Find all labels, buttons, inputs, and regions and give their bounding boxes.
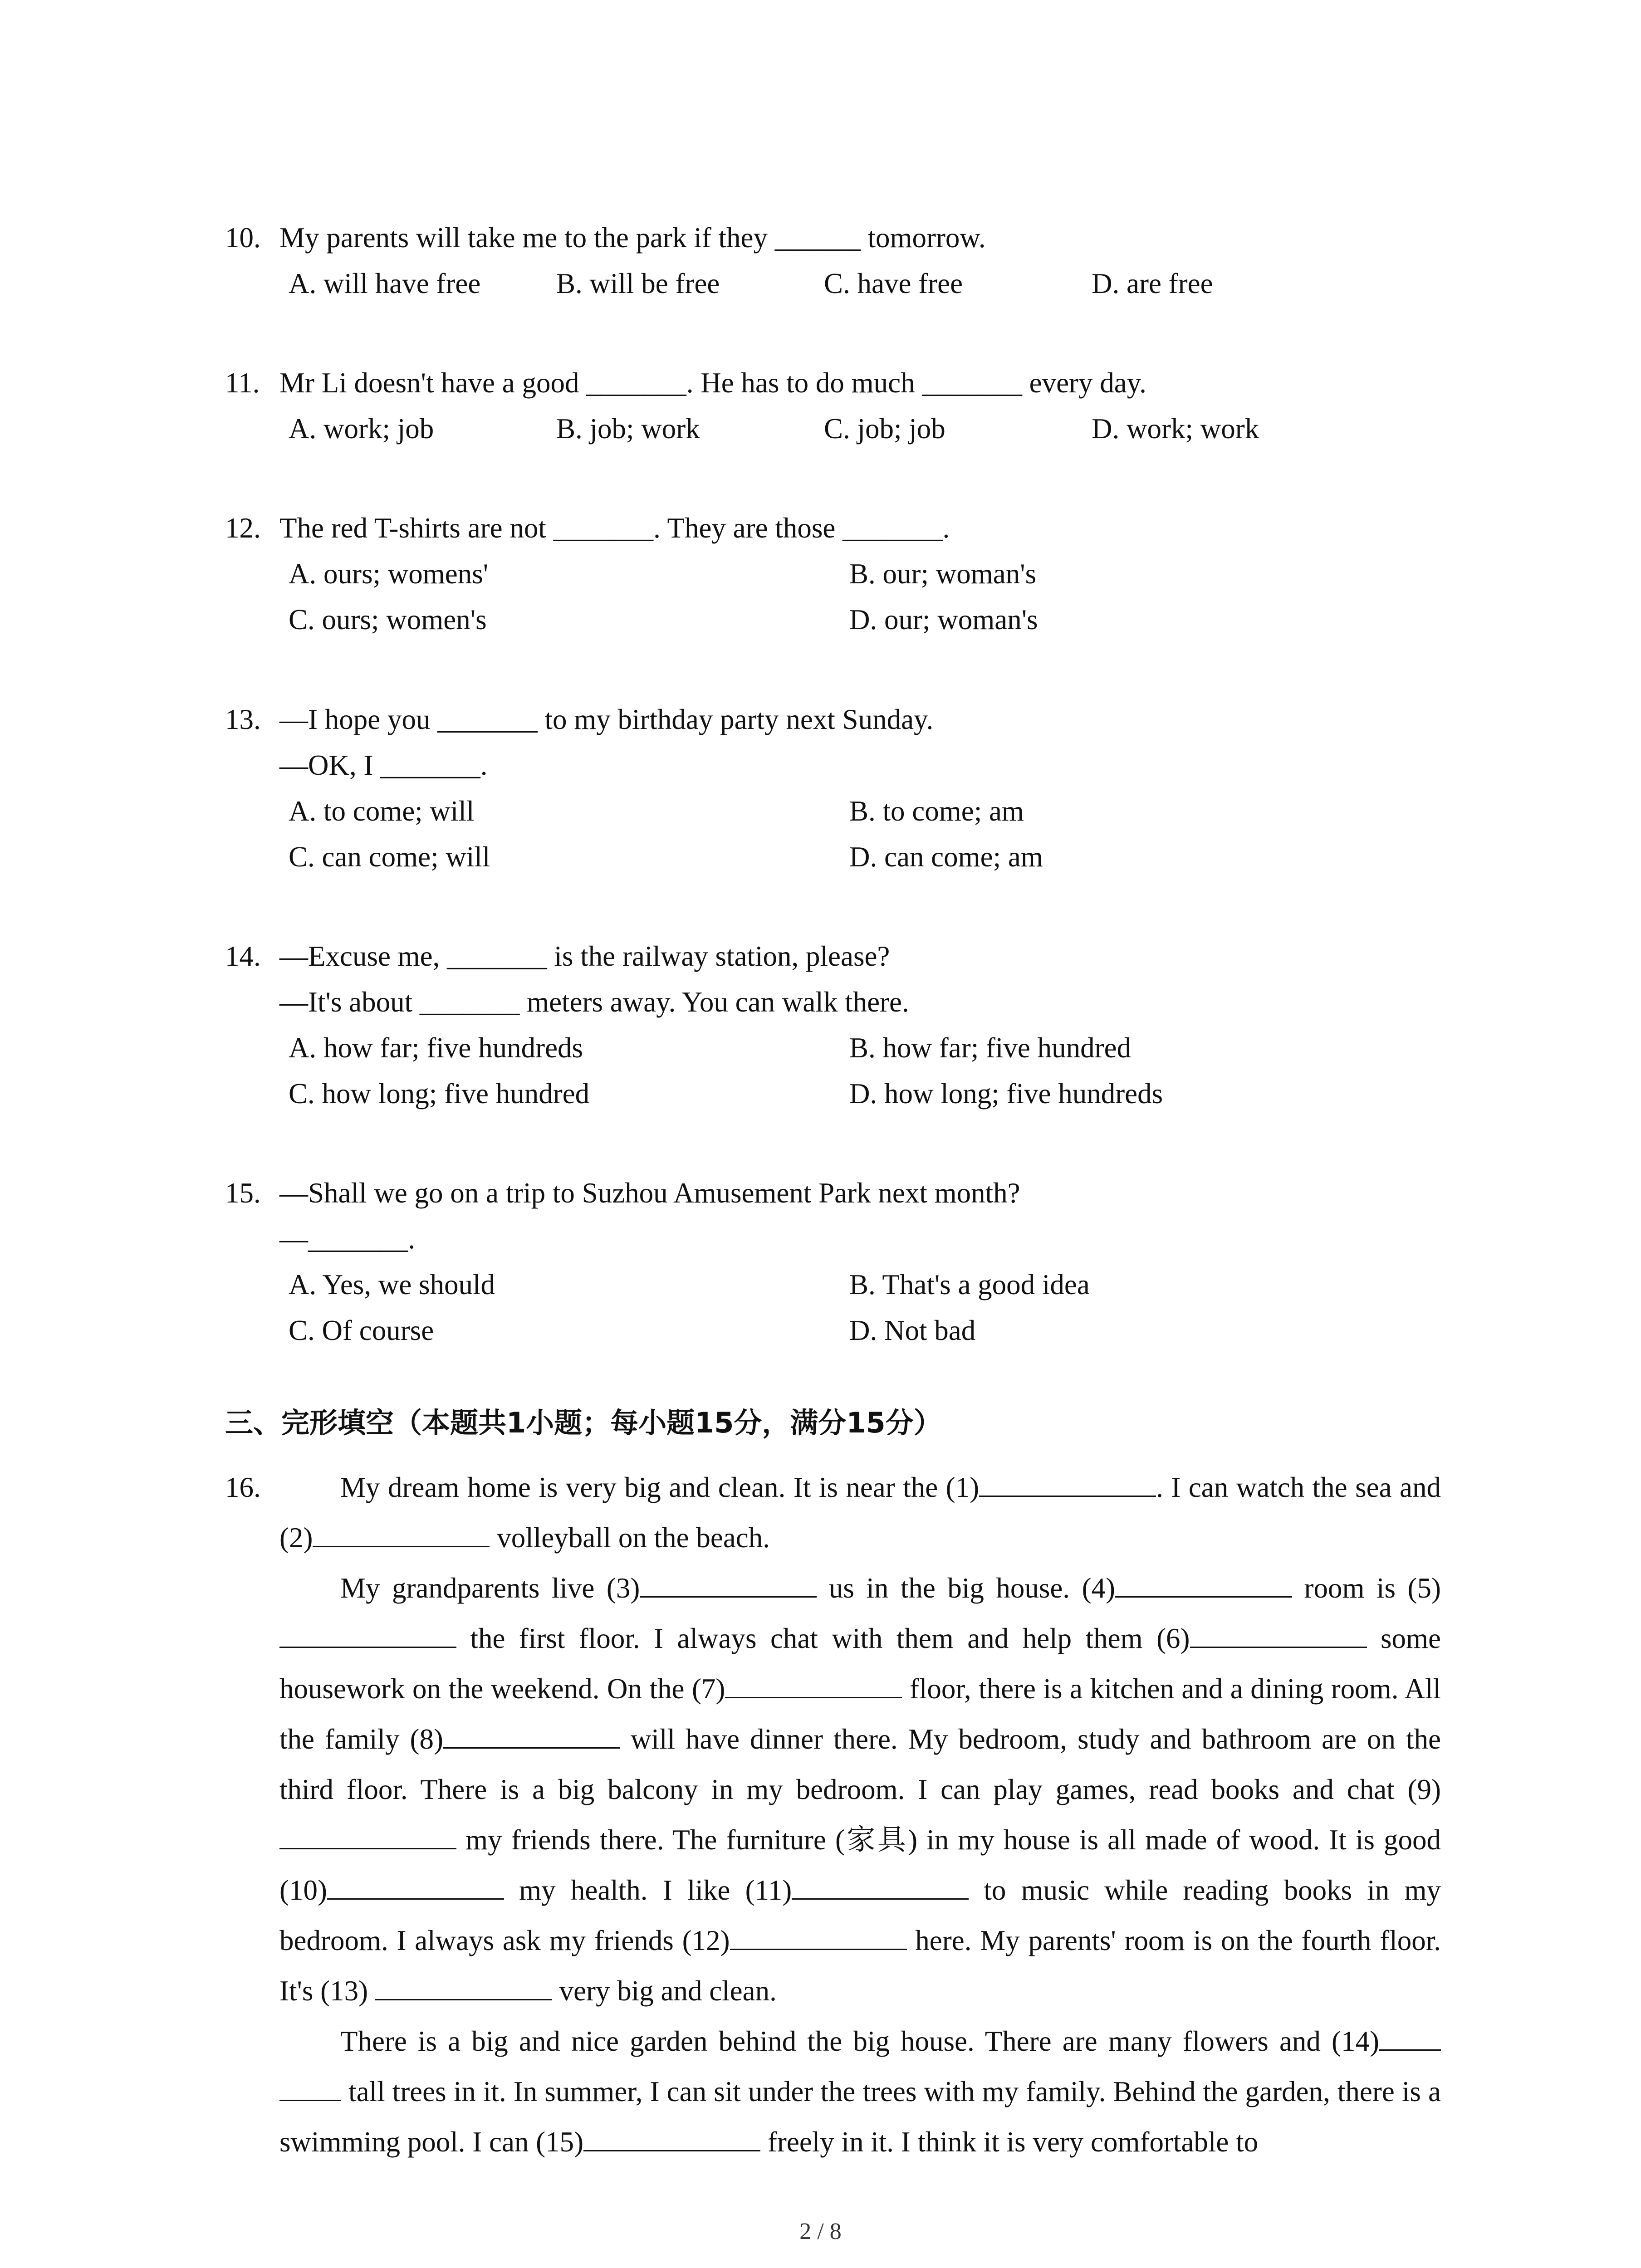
option-a[interactable]: A. to come; will — [289, 795, 475, 827]
option-c[interactable]: C. job; job — [824, 413, 945, 445]
question-stem — [225, 1170, 1450, 1216]
question-number: 12. — [225, 512, 261, 544]
option-d[interactable]: D. our; woman's — [849, 604, 1038, 635]
option-a[interactable]: A. will have free — [289, 268, 481, 299]
cloze-paragraph-1 — [279, 1462, 1441, 1563]
question-number: 13. — [225, 704, 261, 735]
option-c[interactable]: C. have free — [824, 268, 963, 299]
passage-text: to music while reading books in my bedroom. I always ask my friends (12) — [279, 1874, 1441, 1956]
passage-text: will have dinner there. My bedroom, study and bathroom are on the third floor. There is a big balcony in my bedroom. I can play games, read books and chat (9) — [279, 1723, 1441, 1805]
blank-9[interactable] — [279, 1822, 456, 1849]
cloze-paragraph-2 — [279, 1563, 1441, 2016]
question-stem — [225, 934, 1450, 979]
option-d[interactable]: D. are free — [1092, 268, 1213, 299]
option-b[interactable]: B. job; work — [556, 413, 700, 445]
question-text: —Shall we go on a trip to Suzhou Amusement Park next month? — [279, 1177, 1020, 1209]
option-d[interactable]: D. how long; five hundreds — [849, 1078, 1163, 1110]
option-a[interactable]: A. work; job — [289, 413, 434, 445]
options-row — [225, 834, 1450, 880]
blank-5[interactable] — [279, 1621, 456, 1648]
option-b[interactable]: B. will be free — [556, 268, 720, 299]
blank-1[interactable] — [979, 1470, 1156, 1497]
option-b[interactable]: B. how far; five hundred — [849, 1032, 1132, 1064]
passage-text: room is (5) — [1292, 1572, 1441, 1604]
blank-11[interactable] — [792, 1872, 969, 1900]
blank-4[interactable] — [1115, 1570, 1292, 1598]
question-15 — [225, 1170, 1450, 1354]
blank-12[interactable] — [730, 1923, 907, 1950]
question-11 — [225, 360, 1450, 452]
options-row — [225, 1308, 1450, 1354]
question-stem — [225, 360, 1450, 406]
question-stem — [225, 697, 1450, 743]
question-12 — [225, 505, 1450, 643]
blank-10[interactable] — [327, 1872, 504, 1900]
question-10 — [225, 215, 1450, 307]
passage-text: volleyball on the beach. — [490, 1522, 770, 1554]
question-number: 11. — [225, 367, 260, 399]
question-stem-line-2 — [225, 743, 1450, 788]
question-text: —I hope you _______ to my birthday party next Sunday. — [279, 704, 934, 735]
option-b[interactable]: B. our; woman's — [849, 558, 1037, 590]
passage-text: . I can watch the sea and (2) — [279, 1471, 1441, 1554]
option-b[interactable]: B. to come; am — [849, 795, 1024, 827]
blank-15[interactable] — [583, 2124, 760, 2151]
question-text: —Excuse me, _______ is the railway station, please? — [279, 940, 890, 972]
option-d[interactable]: D. Not bad — [849, 1315, 976, 1346]
question-stem — [225, 215, 1450, 261]
question-text: —It's about _______ meters away. You can walk there. — [279, 986, 909, 1018]
options-row — [225, 1262, 1450, 1308]
passage-text: There is a big and nice garden behind the big house. There are many flowers and (14) — [340, 2025, 1379, 2057]
option-d[interactable]: D. work; work — [1092, 413, 1259, 445]
option-c[interactable]: C. ours; women's — [289, 604, 487, 635]
blank-7[interactable] — [725, 1671, 902, 1698]
options-row — [225, 597, 1450, 643]
options-row — [225, 1071, 1450, 1117]
option-c[interactable]: C. how long; five hundred — [289, 1078, 590, 1110]
question-text: Mr Li doesn't have a good _______. He has to do much _______ every day. — [279, 367, 1146, 399]
passage-text: My dream home is very big and clean. It is near the (1) — [340, 1471, 980, 1503]
options-row — [225, 551, 1450, 597]
option-d[interactable]: D. can come; am — [849, 841, 1043, 873]
question-number: 15. — [225, 1177, 261, 1209]
question-stem-line-2 — [225, 979, 1450, 1025]
blank-13[interactable] — [375, 1973, 552, 2000]
passage-text: very big and clean. — [552, 1975, 777, 2007]
passage-text: tall trees in it. In summer, I can sit under the trees with my family. Behind the garden, there is a swimming pool. I can (15) — [279, 2076, 1441, 2158]
blank-6[interactable] — [1190, 1621, 1367, 1648]
passage-text: here. My parents' room is on the fourth floor. It's (13) — [279, 1925, 1441, 2007]
options-row — [225, 788, 1450, 834]
question-text: My parents will take me to the park if they ______ tomorrow. — [279, 222, 986, 254]
passage-text: some housework on the weekend. On the (7) — [279, 1623, 1441, 1705]
options-row — [225, 406, 1450, 452]
question-number: 10. — [225, 222, 261, 254]
option-b[interactable]: B. That's a good idea — [849, 1269, 1090, 1300]
question-text: The red T-shirts are not _______. They are those _______. — [279, 512, 950, 544]
blank-2[interactable] — [313, 1520, 490, 1547]
question-text: —OK, I _______. — [279, 749, 488, 781]
page-number: 2 / 8 — [799, 2219, 842, 2244]
blank-8[interactable] — [443, 1721, 620, 1749]
question-14 — [225, 934, 1450, 1117]
blank-3[interactable] — [640, 1570, 817, 1598]
option-a[interactable]: A. Yes, we should — [289, 1269, 495, 1300]
options-row — [225, 261, 1450, 307]
question-stem — [225, 505, 1450, 551]
question-number: 14. — [225, 940, 261, 972]
option-a[interactable]: A. how far; five hundreds — [289, 1032, 583, 1064]
passage-text: floor, there is a kitchen and a dining room. All the family (8) — [279, 1673, 1441, 1755]
option-c[interactable]: C. can come; will — [289, 841, 490, 873]
question-number: 16. — [225, 1471, 261, 1503]
cloze-passage — [279, 1462, 1441, 2167]
option-c[interactable]: C. Of course — [289, 1315, 434, 1346]
passage-text: us in the big house. (4) — [817, 1572, 1116, 1604]
passage-text: the first floor. I always chat with them and help them (6) — [456, 1623, 1190, 1654]
section-heading: 三、完形填空（本题共1小题；每小题15分，满分15分） — [225, 1406, 942, 1439]
question-text: —_______. — [279, 1223, 416, 1255]
blank-14-part-2[interactable] — [279, 2074, 341, 2101]
passage-text: my friends there. The furniture (家具) in my house is all made of wood. It is good (10) — [279, 1824, 1441, 1906]
option-a[interactable]: A. ours; womens' — [289, 558, 489, 590]
question-13 — [225, 697, 1450, 880]
question-stem-line-2 — [225, 1216, 1450, 1262]
blank-14-part-1[interactable] — [1379, 2024, 1441, 2051]
options-row — [225, 1025, 1450, 1071]
passage-text: freely in it. I think it is very comfortable to — [760, 2126, 1259, 2158]
passage-text: my health. I like (11) — [504, 1874, 792, 1906]
passage-text: My grandparents live (3) — [340, 1572, 640, 1604]
cloze-paragraph-3 — [279, 2016, 1441, 2167]
